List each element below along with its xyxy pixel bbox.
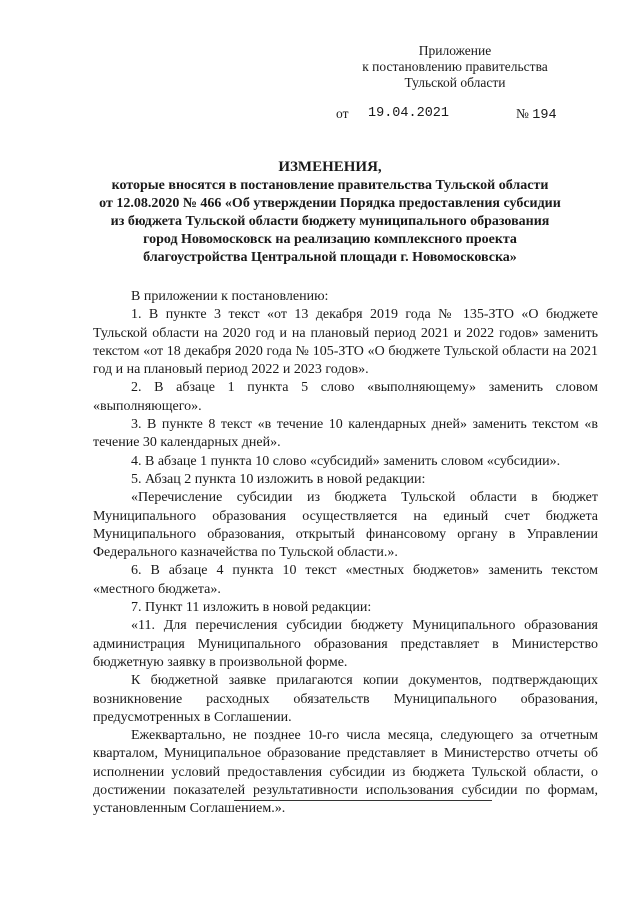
body-paragraph-5-quote: «Перечисление субсидии из бюджета Тульской области в бюджет Муниципального образования осуществляется на единый счет бюджета Муниципального образования, открытый финансовому органу в Управлении Федерального казначейства по Тульской области.».	[93, 490, 598, 561]
title-line: город Новомосковск на реализацию комплексного проекта	[143, 232, 517, 247]
body-paragraph-7-quote-3: Ежеквартально, не позднее 10-го числа месяца, следующего за отчетным кварталом, Муниципальное образование представляет в Министерство отчеты об исполнении условий предоставления субсидии из бюджета Тульской области, о достижении показателей результативности использования субсидии по формам, установленным Соглашением.».	[93, 728, 598, 817]
closing-separator-line	[234, 800, 492, 801]
body-paragraph-1: 1. В пункте 3 текст «от 13 декабря 2019 года № 135-ЗТО «О бюджете Тульской области на 2020 год и на плановый период 2021 и 2022 годов» заменить текстом «от 18 декабря 2020 года № 105-ЗТО «О бюджете Тульской области на 2021 год и на плановый период 2022 и 2023 годов».	[93, 307, 598, 378]
document-title	[60, 158, 600, 267]
ref-number: 194	[532, 108, 557, 123]
title-line: из бюджета Тульской области бюджету муниципального образования	[110, 214, 550, 229]
appendix-line-3: Тульской области	[404, 75, 506, 90]
ref-number-label: №	[516, 106, 529, 121]
appendix-line-2: к постановлению правительства	[362, 59, 548, 74]
body-paragraph-7-quote-1: «11. Для перечисления субсидии бюджету Муниципального образования администрация Муниципального образования представляет в Министерство бюджетную заявку в произвольной форме.	[93, 618, 598, 670]
body-paragraph-4: 4. В абзаце 1 пункта 10 слово «субсидий» заменить словом «субсидии».	[131, 453, 561, 469]
ref-date: 19.04.2021	[368, 106, 450, 121]
title-line: от 12.08.2020 № 466 «Об утверждении Порядка предоставления субсидии	[99, 196, 561, 211]
body-paragraph-3: 3. В пункте 8 текст «в течение 10 календарных дней» заменить текстом «в течение 30 календарных дней».	[93, 417, 598, 451]
appendix-line-1: Приложение	[418, 43, 492, 58]
title-line: которые вносятся в постановление правительства Тульской области	[111, 178, 549, 193]
appendix-header	[330, 43, 580, 91]
body-paragraph-7: 7. Пункт 11 изложить в новой редакции:	[131, 600, 372, 616]
body-paragraph-5: 5. Абзац 2 пункта 10 изложить в новой редакции:	[131, 471, 426, 487]
body-paragraph-2: 2. В абзаце 1 пункта 5 слово «выполняющему» заменить словом «выполняющего».	[93, 380, 598, 414]
body-paragraph-6: 6. В абзаце 4 пункта 10 текст «местных бюджетов» заменить текстом «местного бюджета».	[93, 563, 598, 597]
body-paragraph-7-quote-2: К бюджетной заявке прилагаются копии документов, подтверждающих возникновение расходных обязательств Муниципального образования, предусмотренных в Соглашении.	[93, 673, 598, 725]
title-head: ИЗМЕНЕНИЯ,	[278, 159, 382, 175]
ref-from-label: от	[336, 106, 349, 121]
body-intro: В приложении к постановлению:	[131, 289, 329, 304]
document-body	[93, 288, 598, 819]
title-line: благоустройства Центральной площади г. Новомосковска»	[143, 250, 517, 265]
